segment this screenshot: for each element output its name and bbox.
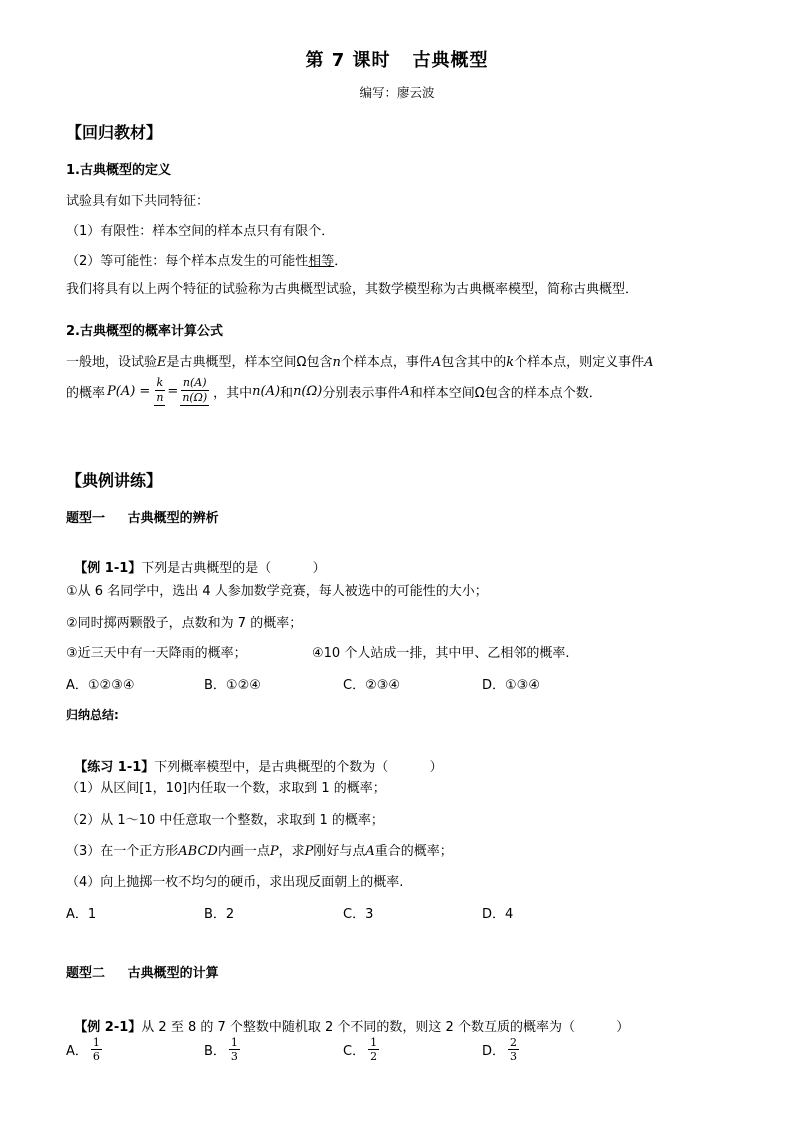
feature-equal-likelihood xyxy=(66,250,347,269)
option-label: D． xyxy=(482,1044,506,1059)
example-label: 【例 1-1】 xyxy=(74,561,142,576)
formula-text: 和样本空间Ω包含的样本点个数． xyxy=(409,385,602,401)
item-text: 刚好与点 xyxy=(313,844,366,859)
example-1-1-item-1: ①从 6 名同学中，选出 4 人参加数学竞赛，每人被选中的可能性的大小； xyxy=(66,584,488,599)
frac-denominator: 6 xyxy=(92,1050,100,1063)
examples-heading: 【典例讲练】 xyxy=(66,471,163,490)
option-label: C． xyxy=(343,1044,366,1059)
option-fraction xyxy=(508,1036,519,1063)
formula-text: 是古典概型，样本空间Ω包含 xyxy=(166,355,333,370)
feature2-prefix: （2）等可能性：每个样本点发生的可能性 xyxy=(66,254,309,269)
example-2-1-option-d[interactable] xyxy=(482,1036,519,1063)
var-P: P xyxy=(269,844,279,859)
var-ABCD: ABCD xyxy=(178,844,218,859)
example-1-1 xyxy=(66,542,326,576)
feature2-answer: 相等 xyxy=(308,254,335,269)
example-1-1-item-3: ③近三天中有一天降雨的概率； xyxy=(66,646,247,661)
frac-denominator: n xyxy=(156,391,164,404)
example-1-1-option-b[interactable]: B．①②④ xyxy=(204,678,261,693)
example-1-1-option-c[interactable]: C．②③④ xyxy=(343,678,401,693)
option-fraction xyxy=(229,1036,240,1063)
example-1-1-option-d[interactable]: D．①③④ xyxy=(482,678,540,693)
var-nA: n(A) xyxy=(252,383,281,399)
var-n: n xyxy=(332,355,341,370)
equals-sign: = xyxy=(167,383,179,399)
example-2-1 xyxy=(66,1001,629,1035)
frac-numerator: n(A) xyxy=(182,376,207,389)
practice-1-1-option-d[interactable]: D．4 xyxy=(482,907,514,922)
formula-heading: 2.古典概型的概率计算公式 xyxy=(66,324,223,339)
example-stem: 下列是古典概型的是（ ） xyxy=(141,561,326,576)
practice-1-1-item-3 xyxy=(66,840,453,859)
formula-text: 一般地，设试验 xyxy=(66,355,158,370)
practice-1-1-option-b[interactable]: B．2 xyxy=(204,907,235,922)
var-nOmega: n(Ω) xyxy=(293,383,323,399)
formula-text: 分别表示事件 xyxy=(322,385,401,401)
example-1-1-option-a[interactable]: A．①②③④ xyxy=(66,678,135,693)
formula-text: 和 xyxy=(280,385,294,401)
example-2-1-option-a[interactable] xyxy=(66,1036,102,1063)
practice-1-1 xyxy=(66,741,443,775)
var-A: A xyxy=(400,383,410,399)
frac-denominator: 2 xyxy=(370,1050,378,1063)
formula-line-1 xyxy=(66,351,654,370)
frac-numerator: 1 xyxy=(230,1036,238,1049)
definition-intro: 试验具有如下共同特征： xyxy=(66,194,210,209)
option-fraction xyxy=(368,1036,379,1063)
example-2-1-option-b[interactable] xyxy=(204,1036,240,1063)
option-label: B． xyxy=(204,1044,226,1059)
practice-1-1-item-4: （4）向上抛掷一枚不均匀的硬币，求出现反面朝上的概率. xyxy=(66,875,404,890)
practice-label: 【练习 1-1】 xyxy=(74,760,155,775)
example-2-1-option-c[interactable] xyxy=(343,1036,379,1063)
frac-numerator: k xyxy=(156,376,164,389)
fraction-nA-over-nOmega xyxy=(180,376,209,406)
item-text: 重合的概率； xyxy=(374,844,453,859)
frac-denominator: 3 xyxy=(230,1050,238,1063)
formula-text: 包含其中的 xyxy=(441,355,507,370)
formula-text: 的概率 xyxy=(66,385,106,401)
review-heading: 【回归教材】 xyxy=(66,123,163,142)
summary-label: 归纳总结: xyxy=(66,708,119,722)
formula-text: ，其中 xyxy=(213,385,253,401)
var-E: E xyxy=(157,355,167,370)
lesson-label: 第 7 课时 xyxy=(305,50,391,71)
var-A: A xyxy=(365,844,375,859)
definition-heading: 1.古典概型的定义 xyxy=(66,163,171,178)
formula-PA: P(A) = xyxy=(107,383,151,399)
formula-line-2 xyxy=(66,376,602,406)
page-title xyxy=(0,46,794,72)
frac-denominator: n(Ω) xyxy=(182,391,208,404)
lesson-title: 古典概型 xyxy=(412,50,489,71)
example-label: 【例 2-1】 xyxy=(74,1020,142,1035)
var-k: k xyxy=(506,355,515,370)
var-P: P xyxy=(304,844,314,859)
author-line: 编写：廖云波 xyxy=(359,85,435,100)
option-fraction xyxy=(91,1036,102,1063)
option-label: A． xyxy=(66,1044,88,1059)
var-A: A xyxy=(431,355,442,370)
example-stem: 从 2 至 8 的 7 个整数中随机取 2 个不同的数，则这 2 个数互质的概率为（ ） xyxy=(141,1020,630,1035)
frac-numerator: 2 xyxy=(510,1036,518,1049)
frac-denominator: 3 xyxy=(510,1050,518,1063)
item-text: ，求 xyxy=(278,844,305,859)
feature-finiteness: （1）有限性：样本空间的样本点只有有限个． xyxy=(66,224,335,239)
formula-text: 个样本点，则定义事件 xyxy=(514,355,645,370)
formula-text: 个样本点，事件 xyxy=(340,355,432,370)
frac-numerator: 1 xyxy=(370,1036,378,1049)
definition-conclusion: 我们将具有以上两个特征的试验称为古典概型试验，其数学模型称为古典概率模型，简称古典概型． xyxy=(66,282,639,297)
practice-1-1-item-2: （2）从 1～10 中任意取一个整数，求取到 1 的概率； xyxy=(66,813,384,828)
frac-numerator: 1 xyxy=(92,1036,100,1049)
example-1-1-item-4: ④10 个人站成一排，其中甲、乙相邻的概率. xyxy=(312,646,570,661)
example-1-1-item-2: ②同时掷两颗骰子，点数和为 7 的概率； xyxy=(66,616,303,631)
item-text: 内画一点 xyxy=(217,844,270,859)
fraction-k-over-n xyxy=(154,376,165,406)
type2-heading: 题型二 古典概型的计算 xyxy=(66,966,219,981)
practice-1-1-option-c[interactable]: C．3 xyxy=(343,907,374,922)
var-A: A xyxy=(644,355,654,370)
practice-1-1-item-1: （1）从区间[1，10]内任取一个数，求取到 1 的概率； xyxy=(66,781,386,796)
feature2-suffix: ． xyxy=(334,254,348,269)
practice-stem: 下列概率模型中，是古典概型的个数为（ ） xyxy=(154,760,443,775)
item-text: （3）在一个正方形 xyxy=(66,844,179,859)
practice-1-1-option-a[interactable]: A．1 xyxy=(66,907,97,922)
type1-heading: 题型一 古典概型的辨析 xyxy=(66,511,219,526)
